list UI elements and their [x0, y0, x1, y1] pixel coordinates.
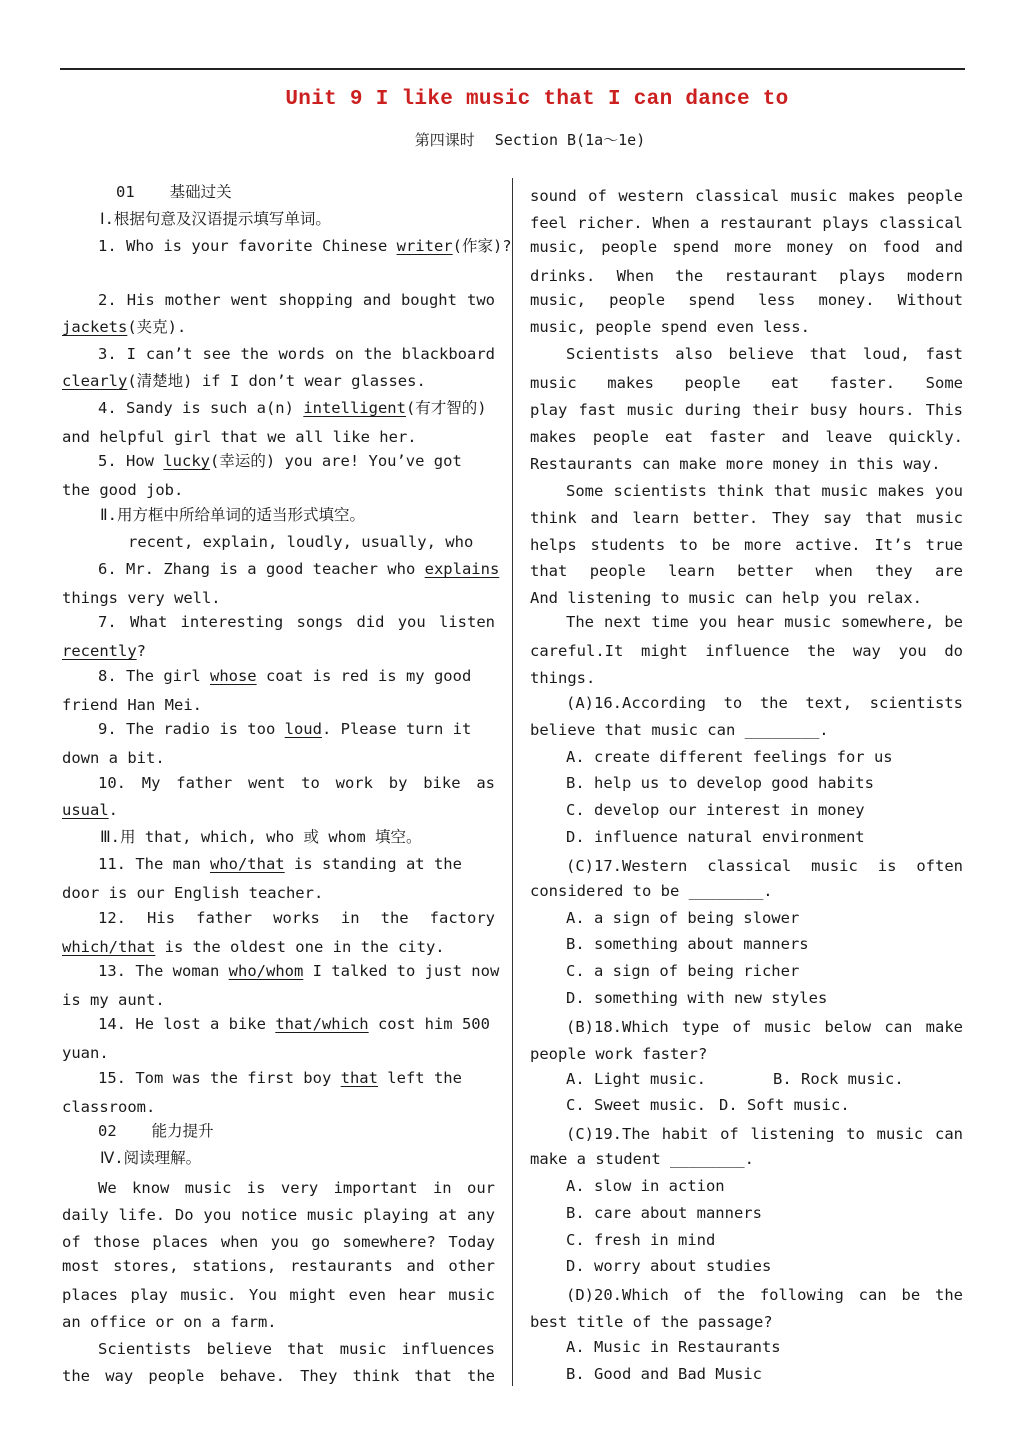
option-d: D. influence natural environment: [566, 828, 865, 846]
question-4-line1: 4. Sandy is such a(n) intelligent(有才智的): [98, 399, 487, 417]
answer-13: who/whom: [228, 962, 304, 980]
part2-heading: 02 能力提升: [98, 1122, 214, 1140]
passage-line: of those places when you go somewhere? Today: [62, 1233, 495, 1251]
passage-line: feel richer. When a restaurant plays classical: [530, 214, 963, 232]
passage-line: the way people behave. They think that the: [62, 1367, 495, 1385]
answer-8: whose: [209, 667, 257, 685]
option-d: D. worry about studies: [566, 1257, 772, 1275]
passage-line: music, people spend less money. Without: [530, 291, 963, 309]
option-a: A. Light music.: [566, 1070, 706, 1088]
option-b: B. something about manners: [566, 935, 809, 953]
question-17-stem2: considered to be ________.: [530, 882, 773, 900]
question-15-line1: 15. Tom was the first boy that left the: [98, 1069, 462, 1087]
question-16-stem: (A)16.According to the text, scientists: [566, 694, 963, 712]
question-13-line1: 13. The woman who/whom I talked to just now: [98, 962, 500, 980]
column-divider: [512, 178, 513, 1386]
section4-heading: Ⅳ.阅读理解。: [100, 1149, 202, 1167]
passage-line: Restaurants can make more money in this way.: [530, 455, 941, 473]
option-a: A. create different feelings for us: [566, 748, 893, 766]
question-14-line1: 14. He lost a bike that/which cost him 500: [98, 1015, 490, 1033]
word-box: recent, explain, loudly, usually, who: [128, 533, 474, 551]
question-2-line1: 2. His mother went shopping and bought two: [98, 291, 495, 309]
passage-line: daily life. Do you notice music playing at any: [62, 1206, 495, 1224]
option-c: C. develop our interest in money: [566, 801, 865, 819]
top-rule: [60, 68, 965, 70]
option-c: C. a sign of being richer: [566, 962, 800, 980]
page-title: Unit 9 I like music that I can dance to: [285, 88, 789, 111]
answer-5: lucky: [163, 452, 210, 470]
question-18-stem2: people work faster?: [530, 1045, 708, 1063]
option-c: C. Sweet music.: [566, 1096, 706, 1114]
question-20-stem: (D)20.Which of the following can be the: [566, 1286, 963, 1304]
question-19-stem2: make a student ________.: [530, 1150, 754, 1168]
question-8-line2: friend Han Mei.: [62, 696, 202, 714]
option-b: B. Good and Bad Music: [566, 1365, 762, 1383]
option-b: B. care about manners: [566, 1204, 762, 1222]
passage-line: music makes people eat faster. Some: [530, 374, 963, 392]
answer-14: that/which: [275, 1015, 369, 1033]
question-8-line1: 8. The girl whose coat is red is my good: [98, 667, 472, 685]
section2-heading: Ⅱ.用方框中所给单词的适当形式填空。: [100, 506, 365, 524]
question-9-line1: 9. The radio is too loud. Please turn it: [98, 720, 472, 738]
answer-2: jackets: [62, 318, 128, 336]
question-1: 1. Who is your favorite Chinese writer(作家)?: [98, 237, 512, 255]
lesson-label: 第四课时: [414, 131, 475, 149]
passage-line: And listening to music can help you relax.: [530, 589, 922, 607]
passage-line: Scientists believe that music influences: [98, 1340, 495, 1358]
option-b: B. Rock music.: [773, 1070, 904, 1088]
option-d: D. Soft music.: [719, 1096, 850, 1114]
passage-line: think and learn better. They say that music: [530, 509, 963, 527]
option-d: D. something with new styles: [566, 989, 828, 1007]
answer-1: writer: [396, 237, 453, 255]
option-a: A. Music in Restaurants: [566, 1338, 781, 1356]
option-c: C. fresh in mind: [566, 1231, 716, 1249]
passage-line: an office or on a farm.: [62, 1313, 277, 1331]
passage-line: things.: [530, 669, 596, 687]
passage-line: most stores, stations, restaurants and other: [62, 1257, 495, 1275]
question-5-line1: 5. How lucky(幸运的) you are! You’ve got: [98, 452, 462, 470]
answer-12: which/that: [62, 938, 156, 956]
passage-line: We know music is very important in our: [98, 1179, 495, 1197]
answer-7: recently: [62, 642, 137, 660]
question-6-line2: things very well.: [62, 589, 221, 607]
passage-line: Some scientists think that music makes you: [566, 482, 963, 500]
passage-line: places play music. You might even hear music: [62, 1286, 495, 1304]
page-subtitle: [0, 129, 1024, 150]
section1-heading: Ⅰ.根据句意及汉语提示填写单词。: [100, 210, 331, 228]
answer-6: explains: [424, 560, 500, 578]
question-6-line1: 6. Mr. Zhang is a good teacher who explains: [98, 560, 500, 578]
question-13-line2: is my aunt.: [62, 991, 165, 1009]
question-15-line2: classroom.: [62, 1098, 156, 1116]
answer-11: who/that: [209, 855, 285, 873]
passage-line: sound of western classical music makes people: [530, 187, 963, 205]
passage-line: careful.It might influence the way you do: [530, 642, 963, 660]
question-11-line2: door is our English teacher.: [62, 884, 324, 902]
question-2-line2: jackets(夹克).: [62, 318, 187, 336]
question-7-line1: 7. What interesting songs did you listen: [98, 613, 495, 631]
passage-line: drinks. When the restaurant plays modern: [530, 267, 963, 285]
answer-9: loud: [284, 720, 322, 738]
question-4-line2: and helpful girl that we all like her.: [62, 428, 417, 446]
question-9-line2: down a bit.: [62, 749, 165, 767]
question-10-line1: 10. My father went to work by bike as: [98, 774, 495, 792]
question-14-line2: yuan.: [62, 1044, 109, 1062]
passage-line: music, people spend even less.: [530, 318, 810, 336]
passage-line: helps students to be more active. It’s true: [530, 536, 963, 554]
question-19-stem: (C)19.The habit of listening to music can: [566, 1125, 963, 1143]
question-3-line2: clearly(清楚地) if I don’t wear glasses.: [62, 372, 426, 390]
section-label: Section B(1a～1e): [494, 131, 646, 149]
option-b: B. help us to develop good habits: [566, 774, 874, 792]
passage-line: makes people eat faster and leave quickly.: [530, 428, 963, 446]
option-a: A. slow in action: [566, 1177, 725, 1195]
passage-line: play fast music during their busy hours. This: [530, 401, 963, 419]
answer-3: clearly: [62, 372, 128, 390]
question-5-line2: the good job.: [62, 481, 184, 499]
question-7-line2: recently?: [62, 642, 146, 660]
question-12-line1: 12. His father works in the factory: [98, 909, 495, 927]
question-18-stem: (B)18.Which type of music below can make: [566, 1018, 963, 1036]
passage-line: that people learn better when they are: [530, 562, 963, 580]
question-11-line1: 11. The man who/that is standing at the: [98, 855, 462, 873]
question-3-line1: 3. I can’t see the words on the blackboard: [98, 345, 495, 363]
part1-heading: 01 基础过关: [116, 183, 232, 201]
section3-heading: Ⅲ.用 that, which, who 或 whom 填空。: [100, 828, 422, 846]
question-17-stem: (C)17.Western classical music is often: [566, 857, 963, 875]
answer-4: intelligent: [303, 399, 406, 417]
passage-line: Scientists also believe that loud, fast: [566, 345, 963, 363]
answer-10: usual: [62, 801, 109, 819]
answer-15: that: [340, 1069, 378, 1087]
passage-line: music, people spend more money on food and: [530, 238, 963, 256]
question-12-line2: which/that is the oldest one in the city.: [62, 938, 445, 956]
passage-line: The next time you hear music somewhere, be: [566, 613, 963, 631]
option-a: A. a sign of being slower: [566, 909, 800, 927]
question-10-line2: usual.: [62, 801, 119, 819]
question-20-stem2: best title of the passage?: [530, 1313, 773, 1331]
question-16-stem2: believe that music can ________.: [530, 721, 829, 739]
